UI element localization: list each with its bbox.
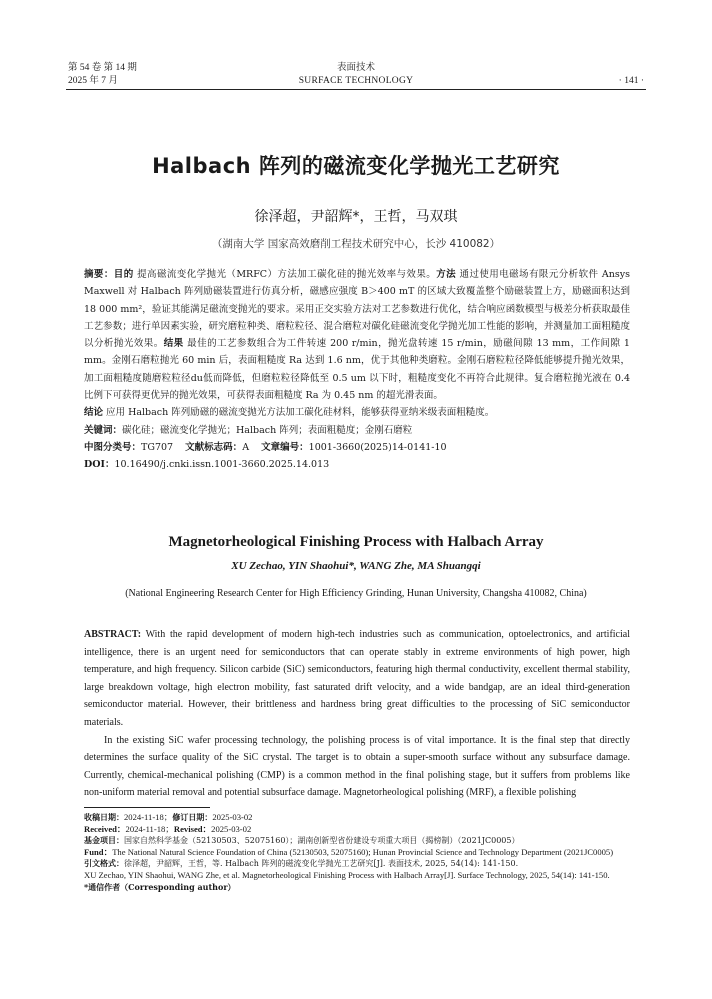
title-cn: Halbach 阵列的磁流变化学抛光工艺研究 [152, 154, 560, 178]
header-date: 2025 年 7 月 [68, 76, 118, 86]
abstract-cn-method: 通过使用电磁场有限元分析软件 Ansys Maxwell 对 Halbach 阵列励磁装置进行仿真分析，磁感应强度 B＞400 mT 的区域大致覆盖整个励磁装置上方，励磁面积达到 18 000 mm²，验证其能满足磁流变抛光的要求。采用正交实验方法对工艺参数进行优化，结合响应函数模型与极差分析获取最佳工艺参数；进行单因素实验，研究磨粒种类、磨粒粒径、混合磨粒对碳化硅磁流变化学抛光加工性能的影响，并测量加工面粗糙度以分析抛光效果。 [84, 269, 630, 350]
affiliation-en: (National Engineering Research Center for High Efficiency Grinding, Hunan University, Changsha 410082, China) [125, 588, 587, 599]
abstract-en [84, 626, 630, 802]
fund-en: The National Natural Science Foundation of China (52130503, 52075160); Hunan Provincial Science and Technology Department (2021JC0005) [112, 846, 614, 857]
doc-code-value: A [242, 441, 250, 453]
received-cn: 2024-11-18； [124, 812, 173, 822]
citation-en: XU Zechao, YIN Shaohui, WANG Zhe, et al. Magnetorheological Finishing Process with Halbach Array[J]. Surface Technology, 2025, 54(14): 141-150. [84, 869, 610, 880]
abstract-cn-goal-label: 目的 [113, 269, 134, 280]
keywords-cn: 碳化硅；磁流变化学抛光；Halbach 阵列；表面粗糙度；金刚石磨粒 [122, 424, 413, 436]
received-en: 2024-11-18； [125, 823, 174, 834]
clc-label: 中图分类号： [84, 441, 142, 453]
citation-cn: 徐泽超，尹韶辉，王哲，等. Halbach 阵列的磁流变化学抛光工艺研究[J]. 表面技术, 2025, 54(14): 141-150. [124, 859, 519, 869]
keywords-cn-label: 关键词： [84, 424, 123, 436]
abstract-cn-result-label: 结果 [163, 338, 184, 350]
footnotes [84, 812, 644, 893]
doi-value: 10.16490/j.cnki.issn.1001-3660.2025.14.013 [114, 459, 330, 471]
abstract-en-label: ABSTRACT: [84, 629, 142, 640]
received-en-label: Received： [84, 823, 126, 834]
revised-cn: 2025-03-02 [212, 812, 253, 822]
abstract-cn-result: 最佳的工艺参数组合为工件转速 200 r/min，抛光盘转速 15 r/min，励磁间隙 13 mm，工作间隙 1 mm。金刚石磨粒抛光 60 min 后，表面粗糙度 Ra 达到 1.6 nm，优于其他种类磨粒。金刚石磨粒粒径降低能够提升抛光效果，加工面粗糙度随磨粒粒径du低而降低，但磨粒粒径降低至 0.5 um 以下时，粗糙度变化不再符合此规律。复合磨粒抛光液在 0.4 比例下可获得更优异的抛光效果，可获得表面粗糙度 Ra 为 0.45 nm 的超光滑表面。 [84, 338, 630, 402]
authors-cn: 徐泽超，尹韶辉*，王哲，马双琪 [254, 209, 458, 225]
abstract-cn-goal: 提高磁流变化学抛光（MRFC）方法加工碳化硅的抛光效率与效果。 [137, 269, 437, 280]
clc-value: TG707 [141, 441, 174, 453]
header-volume: 第 54 卷 第 14 期 [68, 63, 137, 73]
article-number-value: 1001-3660(2025)14-0141-10 [308, 441, 447, 453]
citation-cn-label: 引文格式： [84, 858, 124, 869]
doi-label: DOI： [84, 459, 115, 471]
article-number-label: 文章编号： [261, 441, 309, 453]
doc-code-label: 文献标志码： [185, 441, 243, 453]
received-cn-label: 收稿日期： [84, 812, 124, 822]
abstract-cn [84, 266, 630, 474]
corresponding-author: *通信作者（Corresponding author） [84, 881, 236, 892]
header-page-number: · 141 · [618, 76, 644, 86]
abstract-cn-conclusion-label: 结论 [84, 407, 104, 419]
revised-en: 2025-03-02 [211, 823, 252, 834]
abstract-cn-label: 摘要： [84, 269, 114, 280]
header-journal-cn: 表面技术 [336, 63, 375, 73]
fund-en-label: Fund： [84, 846, 113, 857]
revised-cn-label: 修订日期： [172, 812, 213, 822]
title-en: Magnetorheological Finishing Process with Halbach Array [168, 534, 544, 550]
abstract-en-p2: In the existing SiC wafer processing technology, the polishing process is of vital importance. It is the final step that directly determines the surface quality of the SiC crystal. The target is to obtain a super-smooth surface without any subsurface damage. Currently, chemical-mechanical polishing (CMP) is a common method in the final polishing stage, but it suffers from problems like non-uniform material removal and potential subsurface damage. Magnetorheological polishing (MRF), a flexible polishing [84, 734, 630, 799]
header-rule [66, 89, 646, 90]
affiliation-cn: （湖南大学 国家高效磨削工程技术研究中心，长沙 410082） [211, 238, 501, 250]
revised-en-label: Revised： [173, 823, 212, 834]
authors-en: XU Zechao, YIN Shaohui*, WANG Zhe, MA Shuangqi [231, 560, 481, 572]
fund-cn-label: 基金项目： [84, 835, 124, 846]
footnote-rule [84, 807, 210, 808]
fund-cn: 国家自然科学基金（52130503、52075160）；湖南创新型省份建设专项重大项目（揭榜制）（2021JC0005） [124, 836, 520, 846]
abstract-cn-method-label: 方法 [436, 269, 457, 280]
abstract-en-p1: With the rapid development of modern high-tech industries such as communication, optoelectronics, and artificial intelligence, there is an urgent need for semiconductors that can operate stably in extreme environments of high power, high temperature, and high frequency. Silicon carbide (SiC) semiconductors, featuring high thermal conductivity, excellent thermal stability, large breakdown voltage, high electron mobility, fast saturated drift velocity, and a wide bandgap, are an ideal third-generation semiconductor material. However, their brittleness and hardness bring great difficulties to the processing of SiC semiconductor materials. [84, 629, 630, 728]
header-journal-en: SURFACE TECHNOLOGY [298, 76, 414, 86]
abstract-cn-conclusion: 应用 Halbach 阵列励磁的磁流变抛光方法加工碳化硅材料，能够获得亚纳米级表面粗糙度。 [106, 407, 495, 419]
